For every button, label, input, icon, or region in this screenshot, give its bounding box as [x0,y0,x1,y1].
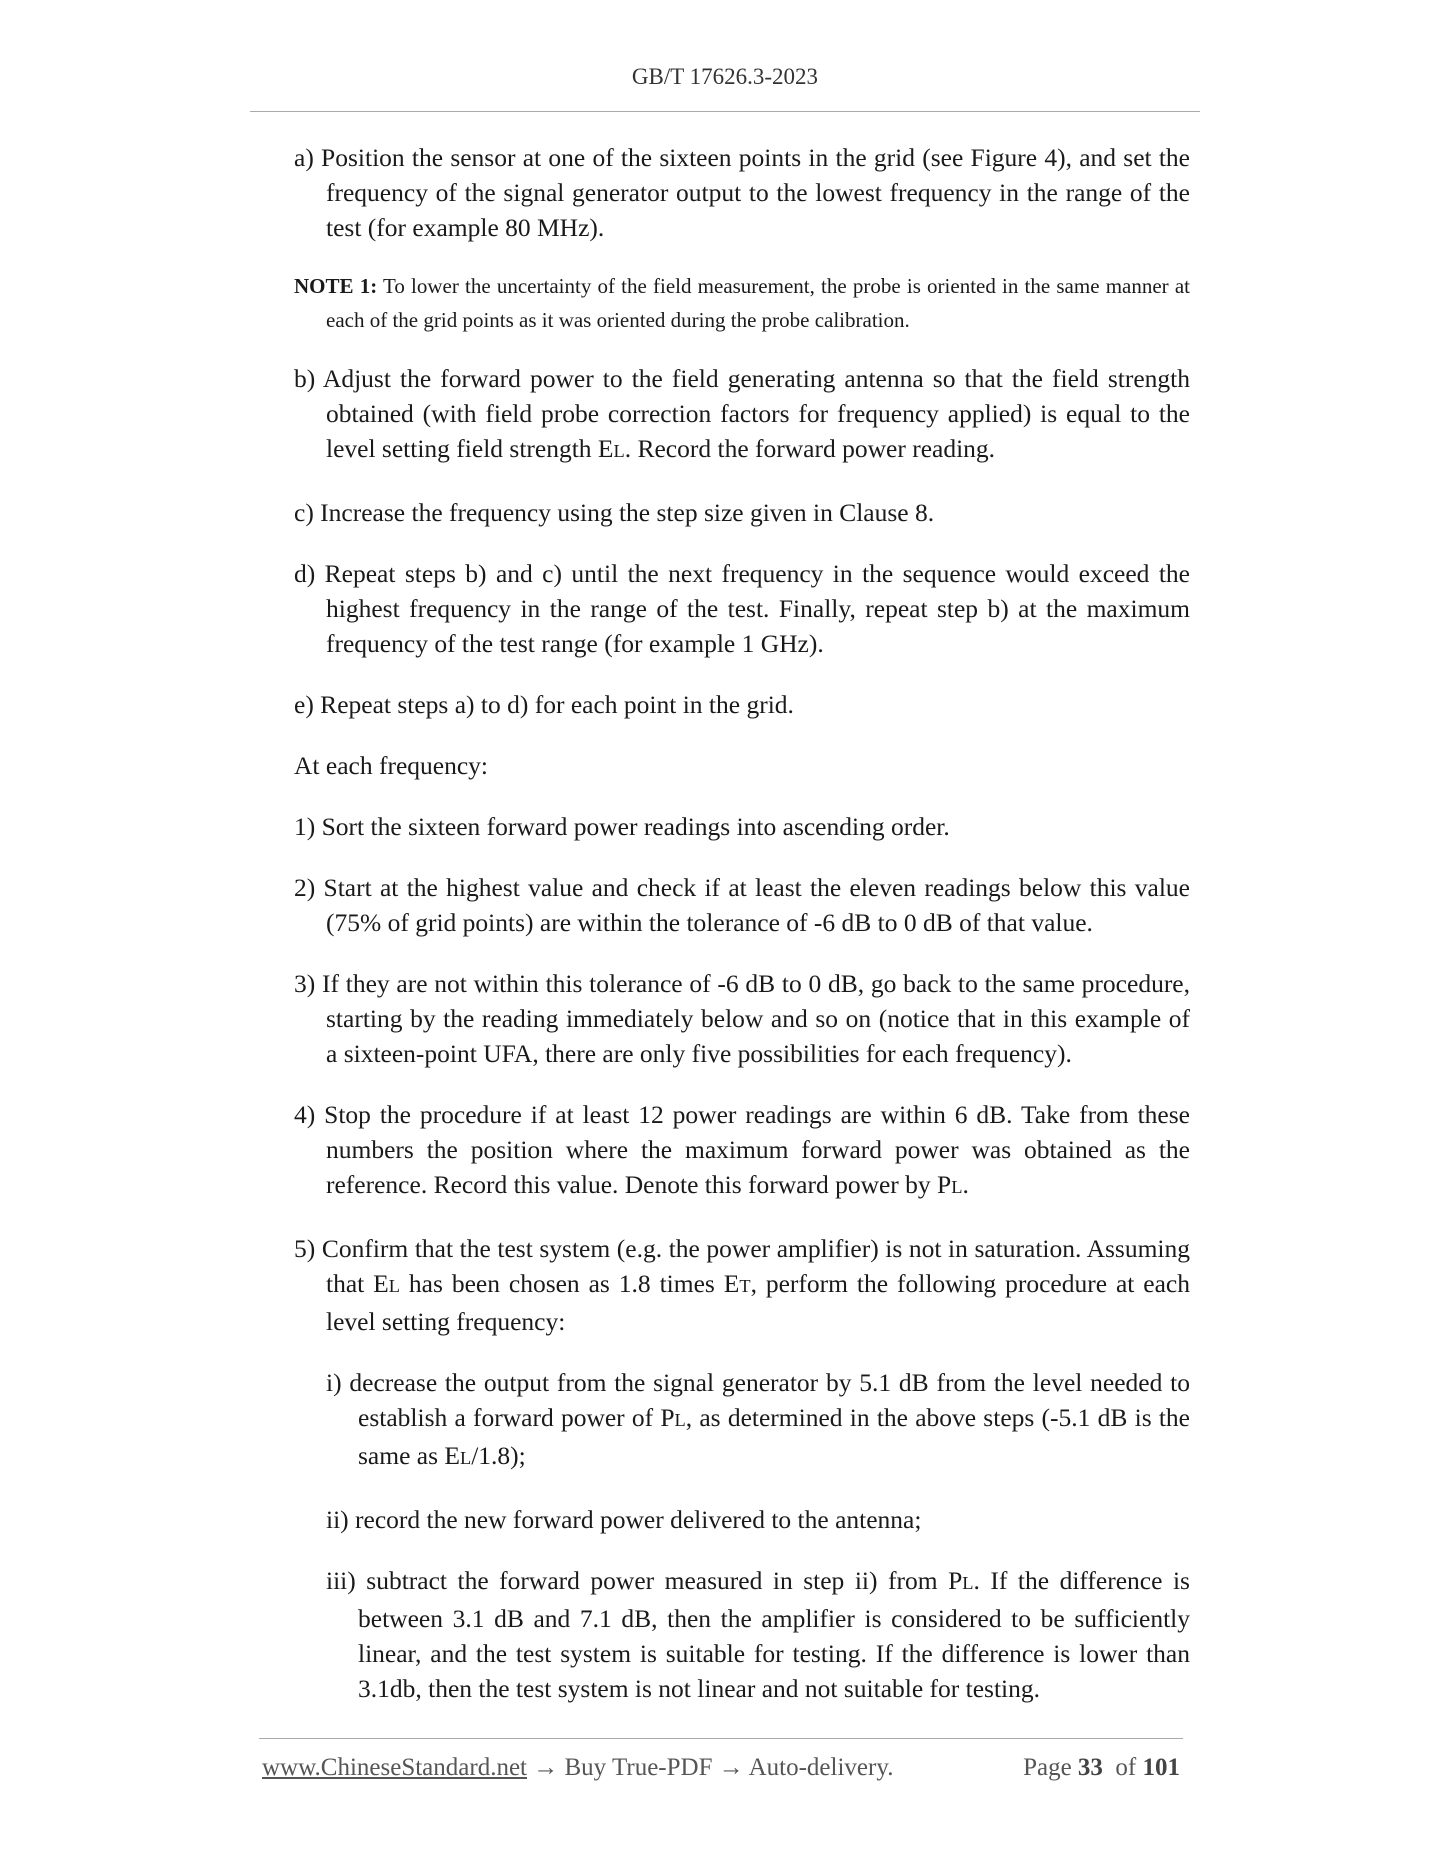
note-label: NOTE 1: [294,274,378,298]
procedure-step-4-end: . [962,1170,969,1199]
subscript: L [674,1410,686,1430]
procedure-step-2: 2) Start at the highest value and check if at least the eleven readings below this value (75% of grid points) are within the tolerance of -6 dB to 0 dB of that value. [294,873,1190,937]
footer-promo [262,1754,893,1781]
substep-i-text: , as determined in the above steps (-5.1 dB is the same as E [358,1403,1190,1470]
procedure-step-5 [294,1231,1190,1339]
note-1 [294,269,1190,337]
procedure-step-5-text: , perform the following procedure at each level setting frequency: [326,1269,1190,1336]
procedure-step-5-text: 5) Confirm that the test system (e.g. the power amplifier) is not in saturation. Assuming that E [294,1234,1190,1298]
subscript: T [739,1276,751,1296]
step-b-text: b) Adjust the forward power to the field generating antenna so that the field strength obtained (with field probe correction factors for frequency applied) is equal to the level setting field strength E [294,364,1190,463]
step-c: c) Increase the frequency using the step size given in Clause 8. [294,498,935,527]
procedure-step-5-text: has been chosen as 1.8 times E [399,1269,740,1298]
subscript: L [613,441,625,461]
subscript: L [459,1448,472,1468]
substep-i [326,1365,1190,1476]
procedure-step-4 [294,1097,1190,1205]
substep-i-text: /1.8); [471,1441,526,1470]
page-body [294,140,1190,1732]
header-divider [250,111,1200,112]
page-number [1023,1754,1180,1782]
step-d: d) Repeat steps b) and c) until the next frequency in the sequence would exceed the highest frequency in the range of the test. Finally, repeat step b) at the maximum frequency of the test range (for example 1 GHz). [294,559,1190,658]
current-page: 33 [1077,1754,1103,1781]
substep-iii-text: iii) subtract the forward power measured in step ii) from P [326,1566,963,1595]
total-pages: 101 [1142,1754,1180,1781]
step-b [294,361,1190,469]
procedure-step-1: 1) Sort the sixteen forward power readings into ascending order. [294,812,950,841]
procedure-step-3: 3) If they are not within this tolerance of -6 dB to 0 dB, go back to the same procedure, starting by the reading immediately below and so on (notice that in this example of a sixteen-point UFA, there are only five possibilities for each frequency). [294,969,1190,1068]
substep-iii [326,1563,1190,1706]
page-footer [262,1754,1180,1782]
step-a: a) Position the sensor at one of the sixteen points in the grid (see Figure 4), and set the frequency of the signal generator output to the lowest frequency in the range of the test (for example 80 MHz). [294,143,1190,242]
procedure-step-4-text: 4) Stop the procedure if at least 12 power readings are within 6 dB. Take from these numbers the position where the maximum forward power was obtained as the reference. Record this value. Denote this forward power by P [294,1100,1190,1199]
website-link[interactable]: www.ChineseStandard.net [262,1754,527,1781]
step-e: e) Repeat steps a) to d) for each point in the grid. [294,690,794,719]
substep-ii: ii) record the new forward power delivered to the antenna; [326,1505,922,1534]
substep-iii-text: . If the difference is between 3.1 dB and 7.1 dB, then the amplifier is considered to be sufficiently linear, and the test system is suitable for testing. If the difference is lower than 3.1db, then the test system is not linear and not suitable for testing. [358,1566,1190,1703]
subscript: L [962,1573,974,1593]
step-b-text-end: . Record the forward power reading. [624,434,996,463]
page-of-label: of [1115,1754,1137,1781]
at-each-frequency-heading: At each frequency: [294,751,488,780]
page-label: Page [1023,1754,1072,1781]
document-id-header: GB/T 17626.3-2023 [631,64,819,89]
note-text: To lower the uncertainty of the field measurement, the probe is oriented in the same manner at each of the grid points as it was oriented during the probe calibration. [326,274,1190,332]
subscript: L [951,1177,963,1197]
substep-i-text: i) decrease the output from the signal generator by 5.1 dB from the level needed to establish a forward power of P [326,1368,1190,1432]
footer-divider [259,1738,1183,1739]
subscript: L [388,1276,400,1296]
footer-tagline: → Buy True-PDF → Auto-delivery. [527,1754,894,1781]
